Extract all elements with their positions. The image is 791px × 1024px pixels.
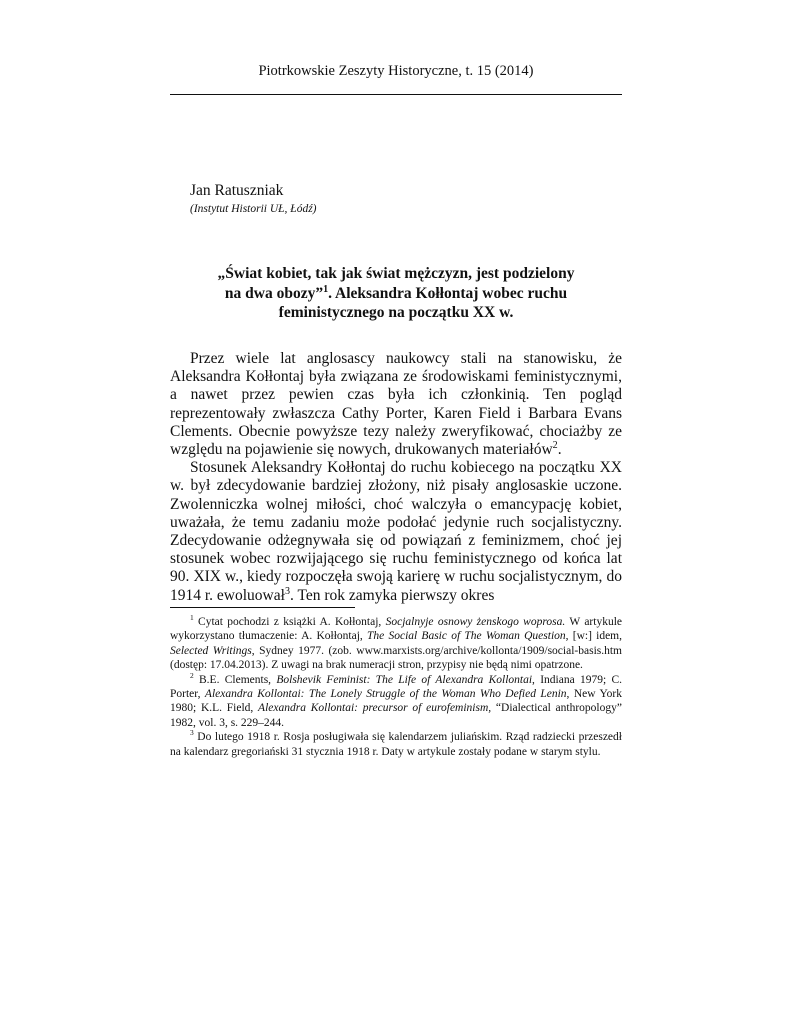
article-body — [170, 350, 622, 605]
footnote-1-text-g: , Sydney 1977. (zob. www.marxists.org/archive/kollonta/1909/social-basis.htm (dostęp: 17.04.2013). Z uwagi na brak numeracji stron, przypisy nie będą nimi opatrzone. — [170, 644, 623, 672]
footnote-ref-1[interactable]: 1 — [323, 283, 329, 295]
title-line-2-rest: . Aleksandra Kołłontaj wobec ruchu — [328, 284, 568, 302]
footnote-1-text-e: , [w:] idem, — [565, 630, 622, 643]
paragraph-1 — [170, 350, 622, 459]
journal-header: Piotrkowskie Zeszyty Historyczne, t. 15 (2014) — [258, 63, 534, 79]
footnotes — [170, 615, 622, 759]
footnote-3 — [170, 730, 622, 759]
footnote-1-translation-title: The Social Basic of The Woman Question — [367, 630, 566, 643]
title-line-1: „Świat kobiet, tak jak świat mężczyzn, jest podzielony — [217, 265, 575, 282]
article-title — [170, 264, 622, 323]
footnote-1-book-title: Socjalnyje osnowy żenskogo woprosa. — [385, 616, 566, 628]
footnote-2-text-c: , Indiana 1979; C. Porter, — [170, 673, 622, 701]
paragraph-2-text: Stosunek Aleksandry Kołłontaj do ruchu kobiecego na początku XX w. był zdecydowanie bardziej złożony, niż pisały anglosaskie uczone. Zwolenniczka wolnej miłości, choć walczyła o emancypację kobiet, uważała, że temu zadaniu może podołać jedynie ruch socjalistyczny. Zdecydowanie odżegnywała się od powiązań z feminizmem, choć jej stosunek wobec rozwijającego się ruchu feministycznego od końca lat 90. XIX w., kiedy rozpoczęła swoją karierę w ruchu socjalistycznym, do 1914 r. ewoluował — [170, 459, 622, 604]
author-name: Jan Ratuszniak — [190, 182, 284, 199]
footnote-2-title-3: Alexandra Kollontai: precursor of eurofeminism, — [258, 702, 492, 715]
footnote-1-number: 1 — [190, 613, 194, 623]
footnote-2-text-g: “Dialectical anthropology” 1982, vol. 3, s. 229–244. — [170, 702, 622, 729]
footnote-1-text-a: Cytat pochodzi z książki A. Kołłontaj, — [193, 616, 386, 628]
author-affiliation: (Instytut Historii UŁ, Łódź) — [190, 203, 317, 215]
footnote-ref-2[interactable]: 2 — [552, 439, 558, 451]
footnote-1 — [170, 615, 622, 673]
footnote-ref-3[interactable]: 3 — [284, 585, 290, 597]
footnote-2-title-1: Bolshevik Feminist: The Life of Alexandra Kollontai — [276, 673, 533, 686]
footnote-1-collection-title: Selected Writings — [170, 644, 252, 657]
title-line-3: feministycznego na początku XX w. — [278, 304, 514, 321]
footnote-2-number: 2 — [190, 670, 194, 680]
footnote-2 — [170, 670, 622, 731]
footnote-3-text: Do lutego 1918 r. Rosja posługiwała się kalendarzem juliańskim. Rząd radziecki przeszedł na kalendarz gregoriański 31 stycznia 1918 r. Daty w artykule zostały podane w starym stylu. — [170, 731, 622, 758]
footnote-2-text-a: B.E. Clements, — [193, 673, 277, 686]
footnote-1-text-c: W artykule wykorzystano tłumaczenie: A. Kołłontaj, — [170, 616, 622, 643]
footnote-3-number: 3 — [190, 728, 194, 738]
paragraph-1-text: Przez wiele lat anglosascy naukowcy stali na stanowisku, że Aleksandra Kołłontaj była związana ze środowiskami feministycznymi, a nawet przez pewien czas była ich członkinią. Ten pogląd reprezentowały zwłaszcza Cathy Porter, Karen Field i Barbara Evans Clements. Obecnie powyższe tezy należy zweryfikować, chociażby ze względu na pojawienie się nowych, drukowanych materiałów — [170, 350, 622, 459]
title-line-2-text: na dwa obozy” — [224, 284, 324, 302]
footnote-2-title-2: Alexandra Kollontai: The Lonely Struggle of the Woman Who Defied Lenin — [204, 688, 567, 701]
footnote-2-text-e: , New York 1980; K.L. Field, — [170, 688, 622, 715]
paragraph-2-end: . Ten rok zamyka pierwszy okres — [289, 586, 495, 604]
paragraph-2 — [170, 459, 622, 605]
title-line-2 — [170, 284, 622, 304]
footnote-rule — [170, 607, 355, 608]
header-rule — [170, 94, 622, 95]
paragraph-1-end: . — [557, 441, 562, 459]
